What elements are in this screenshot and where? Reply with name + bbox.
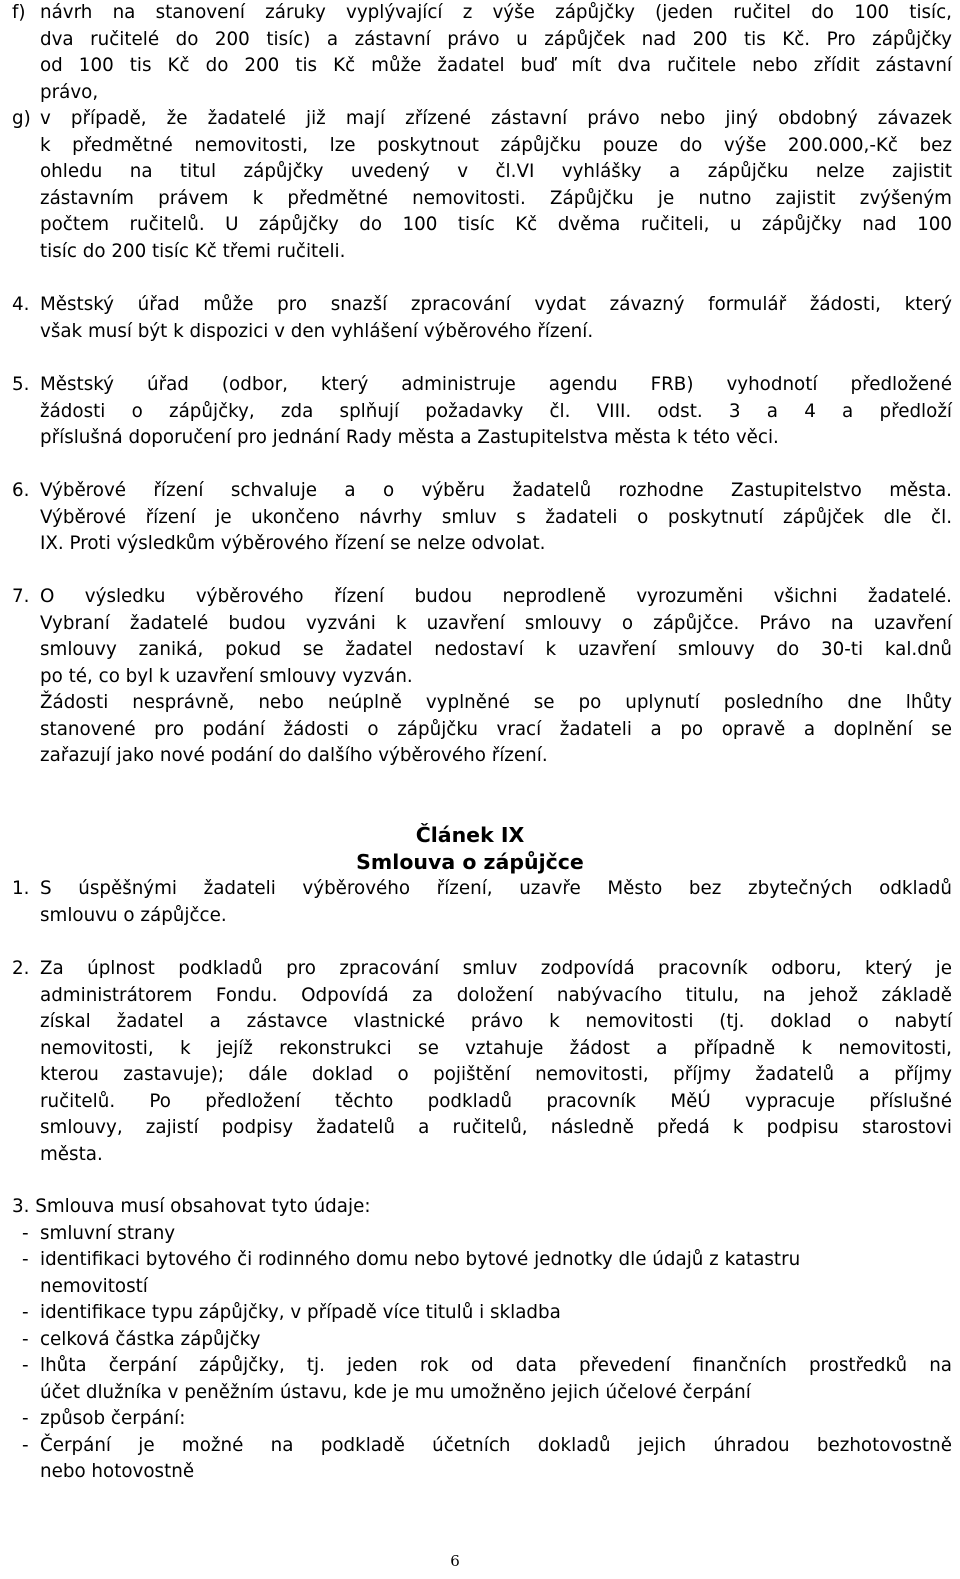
text-line: nemovitosti, k jejíž rekonstrukci se vztahuje žádost a případně k nemovitosti, bbox=[40, 1037, 952, 1059]
text-line: stanovené pro podání žádosti o zápůjčku vrací žadateli a po opravě a doplnění se bbox=[40, 718, 952, 740]
text-line: smluvní strany bbox=[40, 1222, 176, 1244]
paragraph-4 bbox=[12, 292, 952, 345]
list-intro: 3. Smlouva musí obsahovat tyto údaje: bbox=[12, 1196, 371, 1217]
paragraph-6 bbox=[12, 478, 952, 558]
text-line: v případě, že žadatelé již mají zřízené zástavní právo nebo jiný obdobný závazek bbox=[40, 108, 952, 129]
item-label: g) bbox=[12, 108, 31, 129]
text-line: Žádosti nesprávně, nebo neúplně vyplněné se po uplynutí posledního dne lhůty bbox=[40, 692, 952, 713]
text-line: nemovitostí bbox=[40, 1275, 148, 1297]
article-item-2 bbox=[12, 956, 952, 1168]
text-line: kterou zastavuje); dále doklad o pojištění nemovitosti, příjmy žadatelů a příjmy bbox=[40, 1064, 952, 1085]
list-item bbox=[12, 1221, 952, 1248]
text-line: právo, bbox=[40, 81, 99, 103]
text-line: smlouvy zaniká, pokud se žadatel nedostaví k uzavření smlouvy do 30-ti kal.dnů bbox=[40, 639, 952, 660]
paragraph-number: 7. bbox=[12, 586, 30, 607]
item-number: 2. bbox=[12, 958, 30, 979]
page-number: 6 bbox=[450, 1552, 460, 1570]
text-line: účet dlužníka v peněžním ústavu, kde je mu umožněno jejich účelové čerpání bbox=[40, 1381, 751, 1403]
text-line: Výběrové řízení je ukončeno návrhy smluv s žadateli o poskytnutí zápůjček dle čl. bbox=[40, 506, 952, 528]
list-item bbox=[12, 1247, 952, 1300]
paragraph-number: 6. bbox=[12, 480, 30, 501]
list-item bbox=[12, 1300, 952, 1327]
paragraph-5 bbox=[12, 372, 952, 452]
text-line: po té, co byl k uzavření smlouvy vyzván. bbox=[40, 665, 413, 687]
list-dash: - bbox=[22, 1328, 29, 1350]
list-item bbox=[12, 1406, 952, 1433]
paragraph-number: 5. bbox=[12, 374, 30, 395]
text-line: žádosti o zápůjčky, zda splňují požadavky čl. VIII. odst. 3 a 4 a předloží bbox=[40, 400, 952, 422]
item-number: 1. bbox=[12, 878, 30, 899]
list-dash: - bbox=[22, 1302, 29, 1323]
paragraph-number: 4. bbox=[12, 294, 30, 315]
text-line: však musí být k dispozici v den vyhlášení výběrového řízení. bbox=[40, 320, 594, 342]
text-line: Za úplnost podkladů pro zpracování smluv zodpovídá pracovník odboru, který je bbox=[40, 958, 952, 979]
text-line: od 100 tis Kč do 200 tis Kč může žadatel buď mít dva ručitele nebo zřídit zástavní bbox=[40, 55, 952, 76]
text-line: celková částka zápůjčky bbox=[40, 1328, 261, 1350]
text-line: nebo hotovostně bbox=[40, 1461, 195, 1482]
list-dash: - bbox=[22, 1355, 29, 1376]
article-subtitle: Smlouva o zápůjčce bbox=[356, 850, 584, 874]
article-item-3 bbox=[12, 1194, 952, 1486]
text-line: administrátorem Fondu. Odpovídá za doložení nabývacího titulu, na jehož základě bbox=[40, 984, 952, 1006]
text-line: zařazují jako nové podání do dalšího výběrového řízení. bbox=[40, 745, 548, 766]
list-item bbox=[12, 1353, 952, 1406]
text-line: Výběrové řízení schvaluje a o výběru žadatelů rozhodne Zastupitelstvo města. bbox=[40, 480, 952, 501]
text-line: způsob čerpání: bbox=[40, 1408, 186, 1429]
text-line: dva ručitelé do 200 tisíc) a zástavní právo u zápůjček nad 200 tis Kč. Pro zápůjčky bbox=[40, 28, 952, 50]
text-line: O výsledku výběrového řízení budou neprodleně vyrozuměni všichni žadatelé. bbox=[40, 586, 952, 607]
list-item bbox=[12, 1327, 952, 1354]
text-line: identifikaci bytového či rodinného domu nebo bytové jednotky dle údajů z katastru bbox=[40, 1249, 801, 1270]
list-dash: - bbox=[22, 1434, 29, 1456]
text-line: ohledu na titul zápůjčky uvedený v čl.VI vyhlášky a zápůjčku nelze zajistit bbox=[40, 161, 952, 182]
text-line: smlouvy, zajistí podpisy žadatelů a ručitelů, následně předá k podpisu starostovi bbox=[40, 1117, 952, 1138]
text-line: S úspěšnými žadateli výběrového řízení, uzavře Město bez zbytečných odkladů bbox=[40, 878, 952, 899]
list-item bbox=[12, 1433, 952, 1486]
list-dash: - bbox=[22, 1249, 29, 1270]
text-line: lhůta čerpání zápůjčky, tj. jeden rok od data převedení finančních prostředků na bbox=[40, 1355, 952, 1376]
list-dash: - bbox=[22, 1408, 29, 1429]
text-line: tisíc do 200 tisíc Kč třemi ručiteli. bbox=[40, 240, 346, 262]
text-line: Čerpání je možné na podkladě účetních dokladů jejich úhradou bezhotovostně bbox=[40, 1434, 952, 1456]
list-dash: - bbox=[22, 1222, 29, 1244]
text-line: návrh na stanovení záruky vyplývající z výše zápůjčky (jeden ručitel do 100 tisíc, bbox=[40, 2, 952, 23]
text-line: počtem ručitelů. U zápůjčky do 100 tisíc Kč dvěma ručiteli, u zápůjčky nad 100 bbox=[40, 214, 952, 235]
text-line: k předmětné nemovitosti, lze poskytnout zápůjčku pouze do výše 200.000,-Kč bez bbox=[40, 134, 952, 156]
item-f bbox=[12, 0, 952, 106]
item-label: f) bbox=[12, 2, 26, 23]
text-line: smlouvu o zápůjčce. bbox=[40, 904, 227, 926]
text-line: Městský úřad (odbor, který administruje agendu FRB) vyhodnotí předložené bbox=[40, 374, 952, 395]
text-line: získal žadatel a zástavce vlastnické právo k nemovitosti (tj. doklad o nabytí bbox=[40, 1011, 952, 1032]
text-line: ručitelů. Po předložení těchto podkladů pracovník MěÚ vypracuje příslušné bbox=[40, 1090, 952, 1112]
item-g bbox=[12, 106, 952, 265]
text-line: zástavním právem k předmětné nemovitosti. Zápůjčku je nutno zajistit zvýšeným bbox=[40, 187, 952, 209]
text-line: identifikace typu zápůjčky, v případě více titulů i skladba bbox=[40, 1302, 561, 1323]
text-line: IX. Proti výsledkům výběrového řízení se nelze odvolat. bbox=[40, 533, 546, 554]
text-line: Vybraní žadatelé budou vyzváni k uzavření smlouvy o zápůjčce. Právo na uzavření bbox=[40, 612, 952, 634]
text-line: Městský úřad může pro snazší zpracování vydat závazný formulář žádosti, který bbox=[40, 294, 952, 315]
article-title: Článek IX bbox=[415, 823, 525, 847]
article-item-1 bbox=[12, 876, 952, 929]
text-line: města. bbox=[40, 1143, 103, 1165]
paragraph-7 bbox=[12, 584, 952, 770]
text-line: příslušná doporučení pro jednání Rady města a Zastupitelstva města k této věci. bbox=[40, 427, 779, 448]
